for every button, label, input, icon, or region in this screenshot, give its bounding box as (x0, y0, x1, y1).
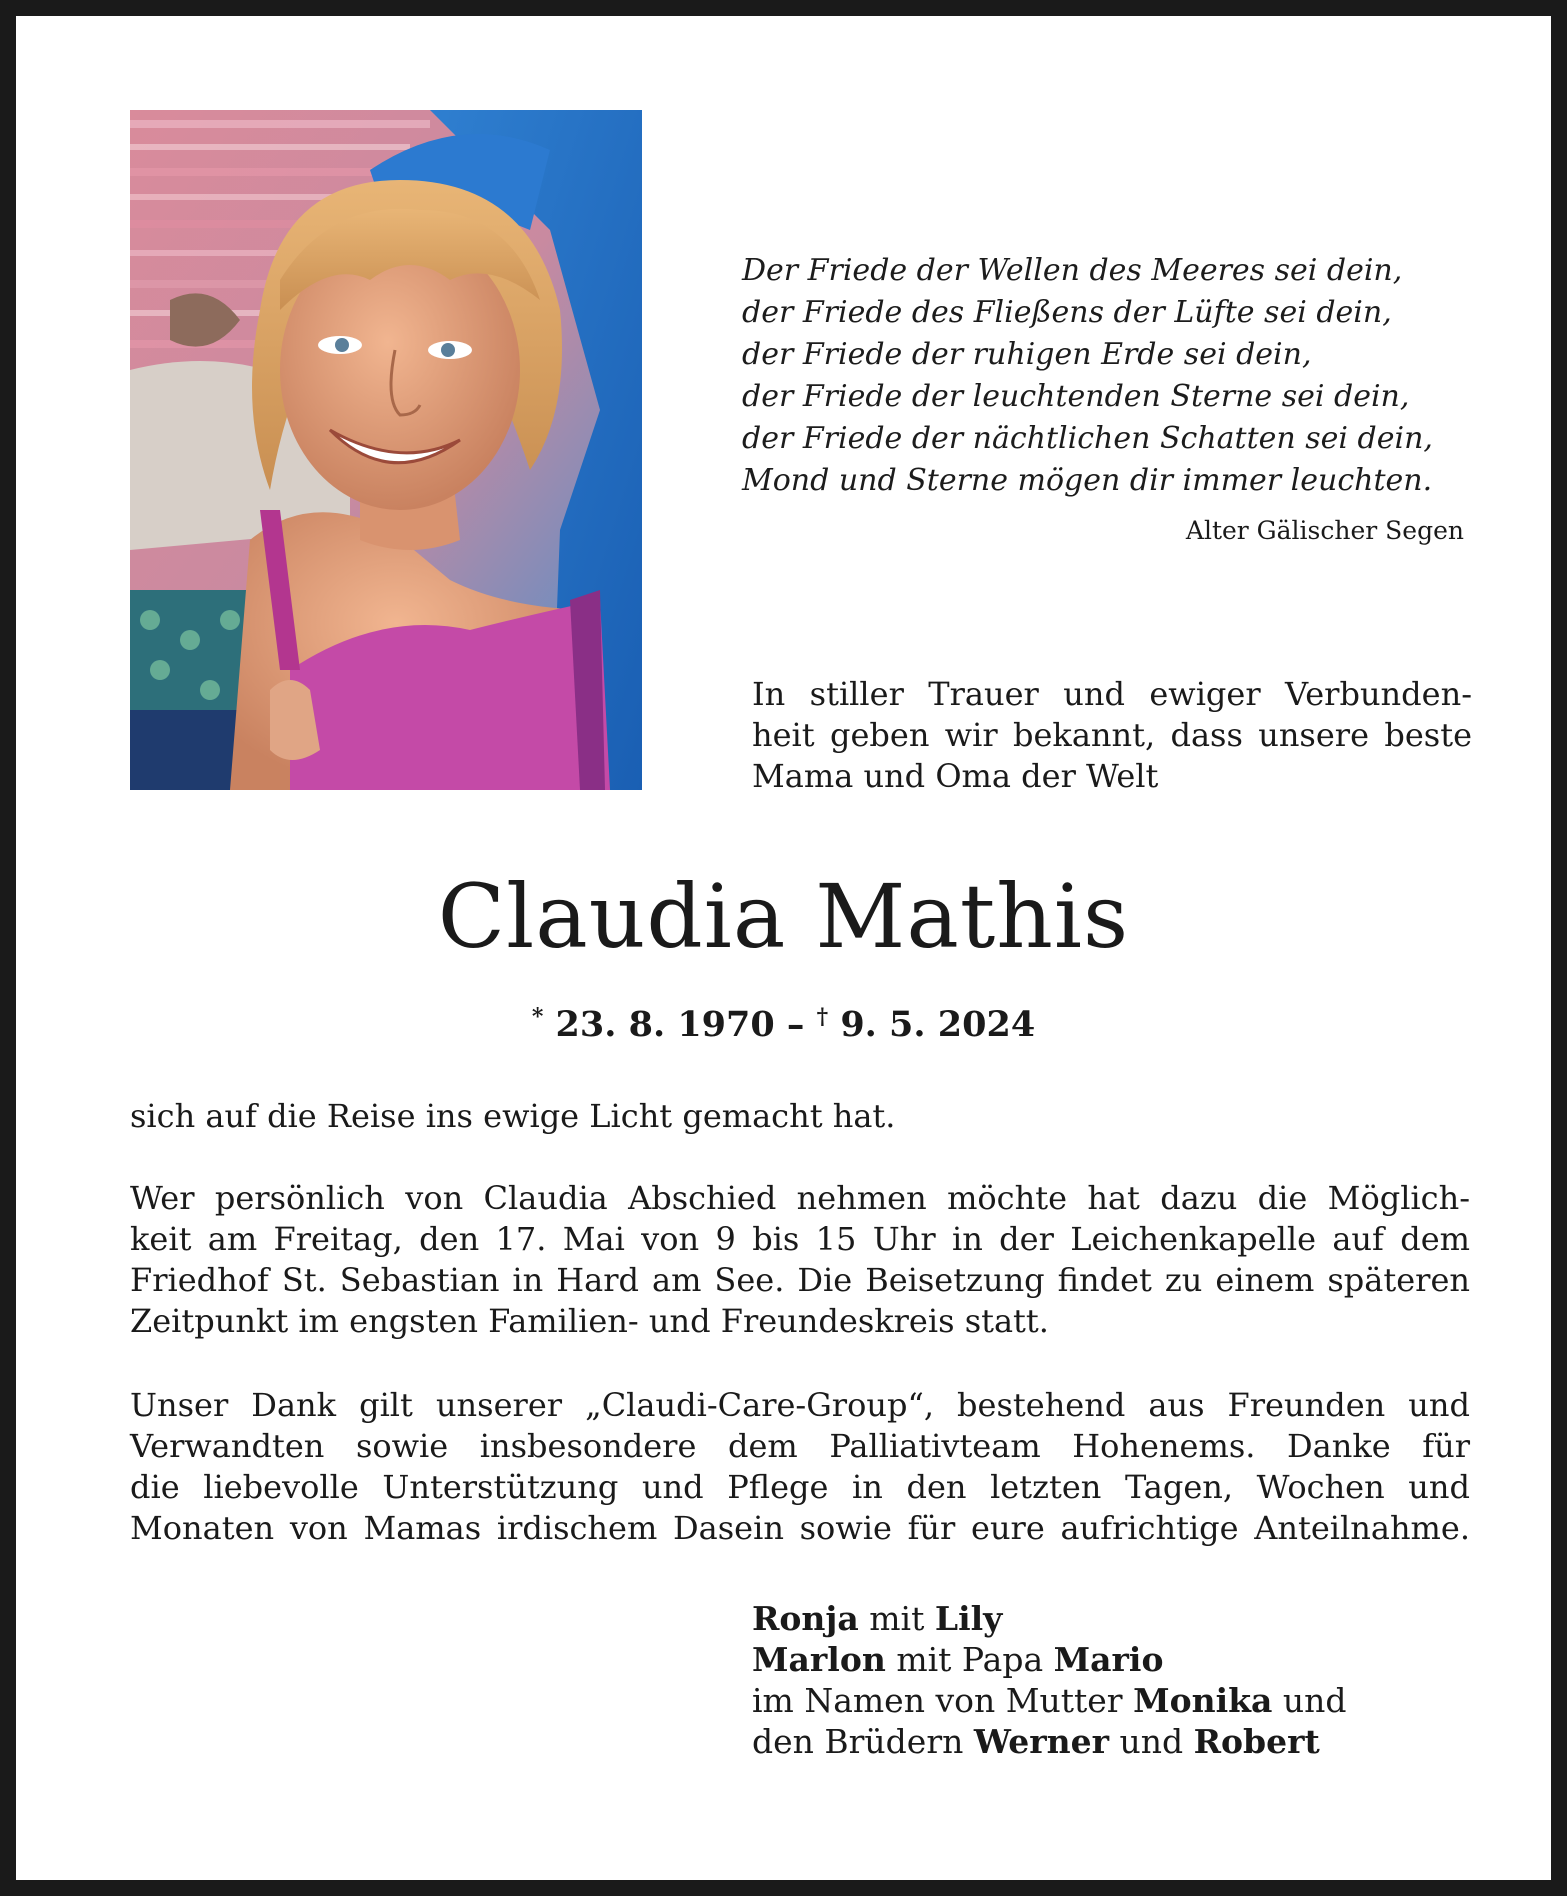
signature-name: Ronja (752, 1599, 859, 1638)
signatures (752, 1598, 1452, 1762)
death-date: 9. 5. 2024 (840, 1004, 1036, 1045)
body-line: die liebevolle Unterstützung und Pflege in den letzten Tagen, Wochen und (130, 1468, 1470, 1506)
poem-line: der Friede der nächtlichen Schatten sei dein, (742, 421, 1433, 456)
signature-name: Marlon (752, 1640, 886, 1679)
body-line: sich auf die Reise ins ewige Licht gemacht hat. (130, 1097, 896, 1135)
poem-line: Mond und Sterne mögen dir immer leuchten. (742, 463, 1433, 498)
poem-line: der Friede der ruhigen Erde sei dein, (742, 337, 1312, 372)
poem-source: Alter Gälischer Segen (1185, 516, 1464, 545)
body-line: Monaten von Mamas irdischem Dasein sowie für eure aufrichtige Anteilnahme. (130, 1509, 1470, 1547)
deceased-name: Claudia Mathis (437, 865, 1130, 968)
body-paragraph-journey (130, 1096, 1470, 1137)
signature-name: Mario (1053, 1640, 1164, 1679)
signature-connector: im Namen von Mutter (752, 1681, 1134, 1720)
signature-name: Lily (934, 1599, 1003, 1638)
signature-connector: mit (858, 1599, 935, 1638)
birth-symbol: * (531, 1004, 544, 1030)
signature-line (752, 1598, 1452, 1639)
intro-text (752, 674, 1472, 797)
portrait-photo (130, 110, 642, 790)
signature-name: Werner (973, 1722, 1109, 1761)
body-line: Zeitpunkt im engsten Familien- und Freundeskreis statt. (130, 1302, 1049, 1340)
date-separator: – (786, 1004, 805, 1045)
signature-line (752, 1721, 1452, 1762)
signature-connector: und (1109, 1722, 1194, 1761)
portrait-photo-illustration (130, 110, 642, 790)
poem-line: der Friede der leuchtenden Sterne sei dein, (742, 379, 1410, 414)
signature-line (752, 1680, 1452, 1721)
intro-line: In stiller Trauer und ewiger Verbunden- (752, 675, 1472, 713)
death-symbol: † (816, 1004, 829, 1030)
intro-line: heit geben wir bekannt, dass unsere beste (752, 716, 1472, 754)
body-line: keit am Freitag, den 17. Mai von 9 bis 15 Uhr in der Leichenkapelle auf dem (130, 1220, 1470, 1258)
life-dates (0, 994, 1567, 1048)
signature-name: Monika (1133, 1681, 1273, 1720)
poem-line: der Friede des Fließens der Lüfte sei dein, (742, 295, 1392, 330)
intro-line: Mama und Oma der Welt (752, 757, 1159, 795)
signature-line (752, 1639, 1452, 1680)
body-line: Friedhof St. Sebastian in Hard am See. Die Beisetzung findet zu einem späteren (130, 1261, 1470, 1299)
body-line: Unser Dank gilt unserer „Claudi-Care-Group“, bestehend aus Freunden und (130, 1386, 1470, 1424)
poem-line: Der Friede der Wellen des Meeres sei dein, (742, 253, 1403, 288)
signature-connector: und (1272, 1681, 1347, 1720)
poem (742, 250, 1462, 502)
birth-date: 23. 8. 1970 (555, 1004, 775, 1045)
signature-connector: den Brüdern (752, 1722, 974, 1761)
signature-name: Robert (1193, 1722, 1320, 1761)
body-paragraph-farewell (130, 1178, 1470, 1342)
body-line: Verwandten sowie insbesondere dem Palliativteam Hohenems. Danke für (130, 1427, 1470, 1465)
body-paragraph-thanks (130, 1385, 1470, 1549)
body-line: Wer persönlich von Claudia Abschied nehmen möchte hat dazu die Möglich- (130, 1179, 1470, 1217)
signature-connector: mit Papa (885, 1640, 1054, 1679)
